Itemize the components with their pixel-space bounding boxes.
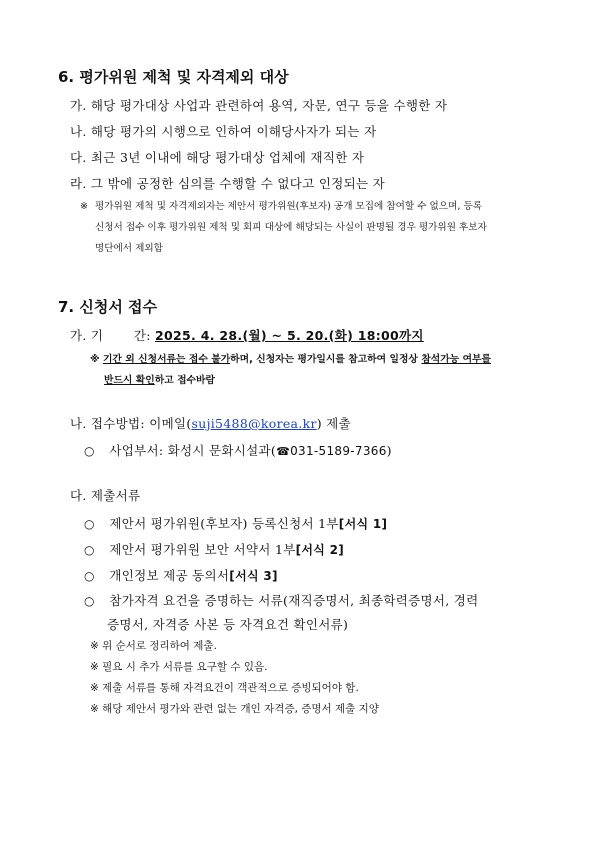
section-6-item-ga: 가. 해당 평가대상 사업과 관련하여 용역, 자문, 연구 등을 수행한 자 bbox=[70, 98, 448, 113]
method-row bbox=[70, 414, 351, 432]
doc-item-3 bbox=[84, 566, 278, 584]
section-6-note-mark: ※ bbox=[80, 201, 89, 212]
section-6-heading: 6. 평가위원 제척 및 자격제외 대상 bbox=[58, 68, 289, 86]
section-6-note-line-2: 신청서 접수 이후 평가위원 제척 및 회피 대상에 해당되는 사실이 판명될 경우 평가위원 후보자 bbox=[95, 222, 487, 233]
warning-mark: ※ bbox=[90, 354, 100, 365]
doc-form-1: [서식 1] bbox=[338, 517, 388, 531]
submit-note-2: ※ 필요 시 추가 서류를 요구할 수 있음. bbox=[90, 661, 268, 673]
dept-row bbox=[84, 441, 392, 459]
dept-phone: 031-5189-7366 bbox=[290, 444, 387, 458]
method-prefix: 나. 접수방법: 이메일( bbox=[70, 416, 192, 431]
submit-note-3: ※ 제출 서류를 통해 자격요건이 객관적으로 증빙되어야 함. bbox=[90, 682, 359, 694]
period-label-b: 간: bbox=[133, 328, 151, 343]
doc-item-2 bbox=[84, 540, 344, 558]
warning-underline-3: 반드시 확인 bbox=[104, 375, 155, 386]
submit-note-1: ※ 위 순서로 정리하여 제출. bbox=[90, 640, 217, 652]
section-6-note-line-1: 평가위원 제척 및 자격제외자는 제안서 평가위원(후보자) 공개 모집에 참여할 수 없으며, 등록 bbox=[95, 201, 482, 212]
warning-line-1 bbox=[90, 350, 491, 369]
dept-label: 사업부서: 화성시 문화시설과( bbox=[109, 443, 277, 458]
doc-form-3: [서식 3] bbox=[229, 569, 278, 583]
warning-line-2 bbox=[104, 371, 215, 390]
doc-bullet-4: ○ bbox=[84, 594, 95, 608]
doc-item-4 bbox=[84, 591, 479, 609]
doc-bullet-3: ○ bbox=[84, 569, 95, 583]
doc-bullet-1: ○ bbox=[84, 517, 95, 531]
section-7-heading: 7. 신청서 접수 bbox=[58, 298, 158, 316]
docs-title: 다. 제출서류 bbox=[70, 488, 141, 503]
period-value: 2025. 4. 28.(월) ~ 5. 20.(화) 18:00까지 bbox=[155, 328, 424, 343]
doc-form-2: [서식 2] bbox=[295, 543, 345, 557]
submit-note-4: ※ 해당 제안서 평가와 관련 없는 개인 자격증, 증명서 제출 지양 bbox=[90, 703, 379, 715]
section-6-item-na: 나. 해당 평가의 시행으로 인하여 이해당사자가 되는 자 bbox=[70, 124, 377, 139]
period-row bbox=[70, 326, 424, 344]
doc-text-1: 제안서 평가위원(후보자) 등록신청서 1부 bbox=[109, 516, 339, 531]
phone-icon: ☎ bbox=[276, 445, 291, 458]
warning-text-2: 하고 접수바람 bbox=[154, 375, 215, 386]
section-6-item-da: 다. 최근 3년 이내에 해당 평가대상 업체에 재직한 자 bbox=[70, 150, 365, 165]
section-6-note-line-3: 명단에서 제외함 bbox=[95, 243, 163, 254]
warning-text-1: 하며, 신청자는 평가일시를 참고하여 일정상 bbox=[230, 354, 418, 365]
doc-item-1 bbox=[84, 514, 387, 532]
warning-underline-2: 참석가능 여부를 bbox=[421, 354, 491, 365]
email-link[interactable]: suji5488@korea.kr bbox=[191, 416, 317, 431]
period-label-a: 가. 기 bbox=[70, 328, 104, 343]
doc-text-2: 제안서 평가위원 보안 서약서 1부 bbox=[109, 542, 296, 557]
doc-bullet-2: ○ bbox=[84, 543, 95, 557]
doc-text-3: 개인정보 제공 동의서 bbox=[109, 568, 230, 583]
section-6-item-ra: 라. 그 밖에 공정한 심의를 수행할 수 없다고 인정되는 자 bbox=[70, 176, 385, 191]
doc-text-4: 참가자격 요건을 증명하는 서류(재직증명서, 최종학력증명서, 경력 bbox=[109, 593, 479, 608]
doc-text-4-cont: 증명서, 자격증 사본 등 자격요건 확인서류) bbox=[107, 617, 349, 632]
dept-bullet: ○ bbox=[84, 444, 95, 458]
warning-underline-1: 기간 외 신청서류는 접수 불가 bbox=[102, 354, 231, 365]
method-suffix: ) 제출 bbox=[316, 416, 351, 431]
dept-close: ) bbox=[386, 443, 392, 458]
